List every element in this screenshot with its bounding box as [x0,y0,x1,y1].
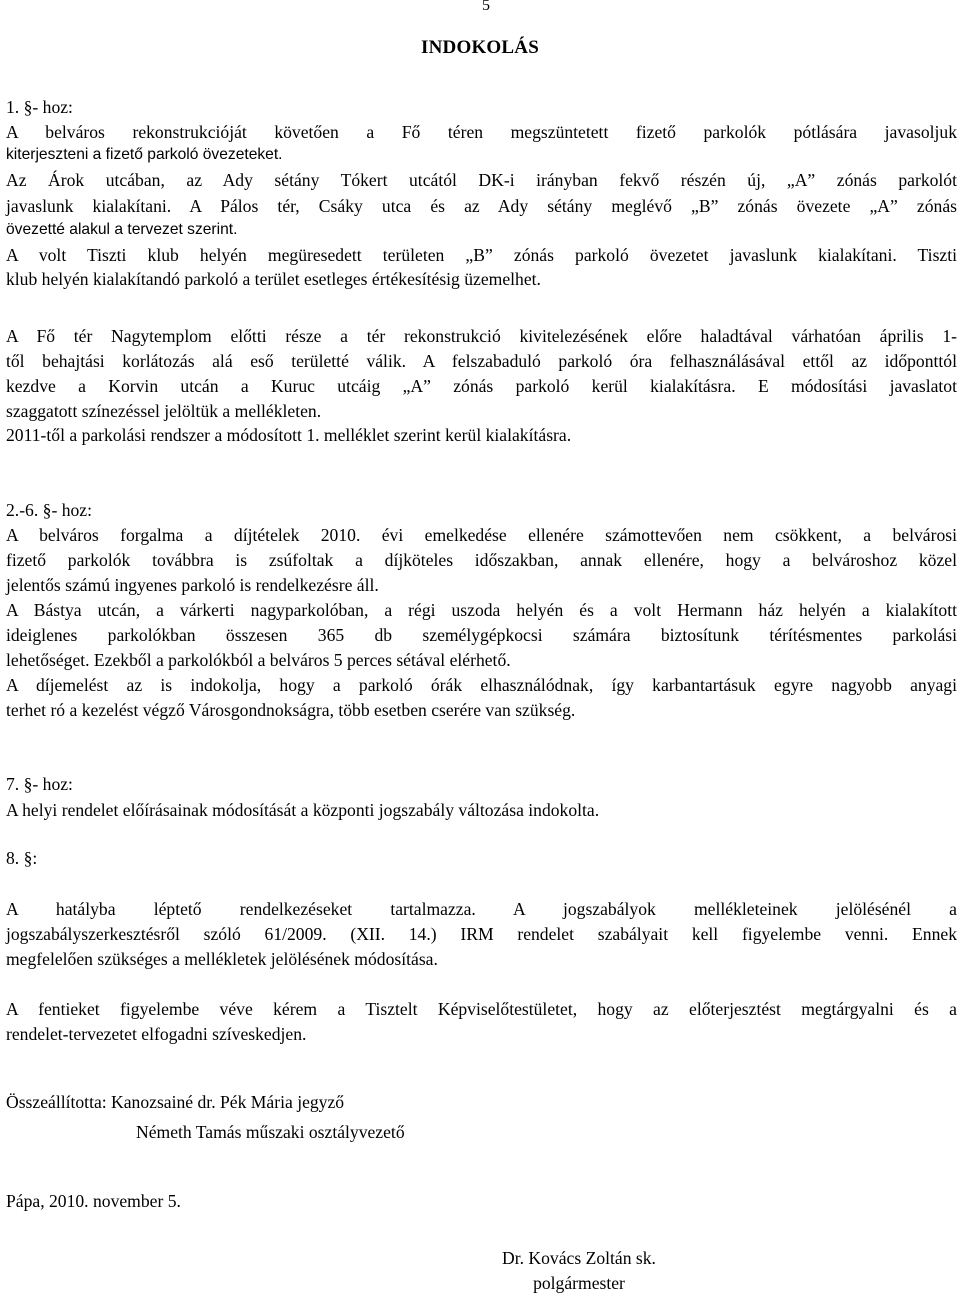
text-line: 8. §: [6,848,38,868]
text-line: A Bástya utcán, a várkerti nagyparkolóban, a régi uszoda helyén és a volt Hermann ház helyén a kialakított [6,600,957,620]
text-line: kezdve a Korvin utcán a Kuruc utcáig „A” zónás parkoló kerül kialakításra. E módosítási javaslatot [6,376,957,396]
text-line: övezetté alakul a tervezet szerint. [6,221,238,238]
text-line: A fentieket figyelembe véve kérem a Tisztelt Képviselőtestületet, hogy az előterjesztést megtárgyalni és a [6,999,957,1019]
text-line: lehetőséget. Ezekből a parkolókból a belváros 5 perces sétával elérhető. [6,650,511,670]
text-line: A belváros forgalma a díjtételek 2010. évi emelkedése ellenére számottevően nem csökkent, a belvárosi [6,525,957,545]
compiler-second-name: Németh Tamás műszaki osztályvezető [136,1122,405,1142]
text-line: A Fő tér Nagytemplom előtti része a tér rekonstrukció kivitelezésének előre haladtával várhatóan április 1- [6,326,957,346]
text-line: megfelelően szükséges a mellékletek jelölésének módosítása. [6,949,438,969]
text-line: 7. §- hoz: [6,774,73,794]
page-number: 5 [482,0,490,14]
text-line: A díjemelést az is indokolja, hogy a parkoló órák elhasználódnak, így karbantartásuk egyre nagyobb anyagi [6,675,957,695]
text-line: 2011-től a parkolási rendszer a módosított 1. melléklet szerint kerül kialakításra. [6,425,572,445]
text-line: A belváros rekonstrukcióját követően a Fő téren megszüntetett fizető parkolók pótlására javasoljuk [6,122,957,142]
text-line: terhet ró a kezelést végző Városgondnokságra, több esetben cserére van szükség. [6,700,576,720]
mayor-title: polgármester [533,1273,625,1293]
text-line: jelentős számú ingyenes parkoló is rendelkezésre áll. [6,575,379,595]
text-line: Pápa, 2010. november 5. [6,1191,181,1211]
text-line: szaggatott színezéssel jelöltük a mellékleten. [6,401,322,421]
text-line: ideiglenes parkolókban összesen 365 db személygépkocsi számára biztosítunk térítésmentes parkolási [6,625,957,645]
text-line: klub helyén kialakítandó parkoló a terület esetleges értékesítésig üzemelhet. [6,269,541,289]
text-line: A helyi rendelet előírásainak módosítását a központi jogszabály változása indokolta. [6,800,600,820]
text-line: jogszabályszerkesztésről szóló 61/2009. (XII. 14.) IRM rendelet szabályait kell figyelembe venni. Ennek [6,924,957,944]
mayor-name: Dr. Kovács Zoltán sk. [502,1248,656,1268]
text-line: 1. §- hoz: [6,97,73,117]
text-line: Az Árok utcában, az Ady sétány Tókert utcától DK-i irányban fekvő részén új, „A” zónás parkolót [6,170,957,190]
text-line: rendelet-tervezetet elfogadni szíveskedjen. [6,1024,307,1044]
text-line: fizető parkolók továbbra is zsúfoltak a díjköteles időszakban, annak ellenére, hogy a belvároshoz közel [6,550,957,570]
text-line: A volt Tiszti klub helyén megüresedett területen „B” zónás parkoló övezetet javaslunk kialakítani. Tiszti [6,245,957,265]
text-line: javaslunk kialakítani. A Pálos tér, Csáky utca és az Ady sétány meglévő „B” zónás övezete „A” zónás [6,196,957,216]
document-title: INDOKOLÁS [421,37,539,58]
text-line: 2.-6. §- hoz: [6,500,92,520]
text-line: Összeállította: Kanozsainé dr. Pék Mária jegyző [6,1092,345,1112]
text-line: től behajtási korlátozás alá eső területté válik. A felszabaduló parkoló óra felhasználásával ettől az időponttól [6,351,957,371]
text-line: A hatályba léptető rendelkezéseket tartalmazza. A jogszabályok mellékleteinek jelölésénél a [6,899,957,919]
text-line: kiterjeszteni a fizető parkoló övezeteket. [6,146,283,163]
